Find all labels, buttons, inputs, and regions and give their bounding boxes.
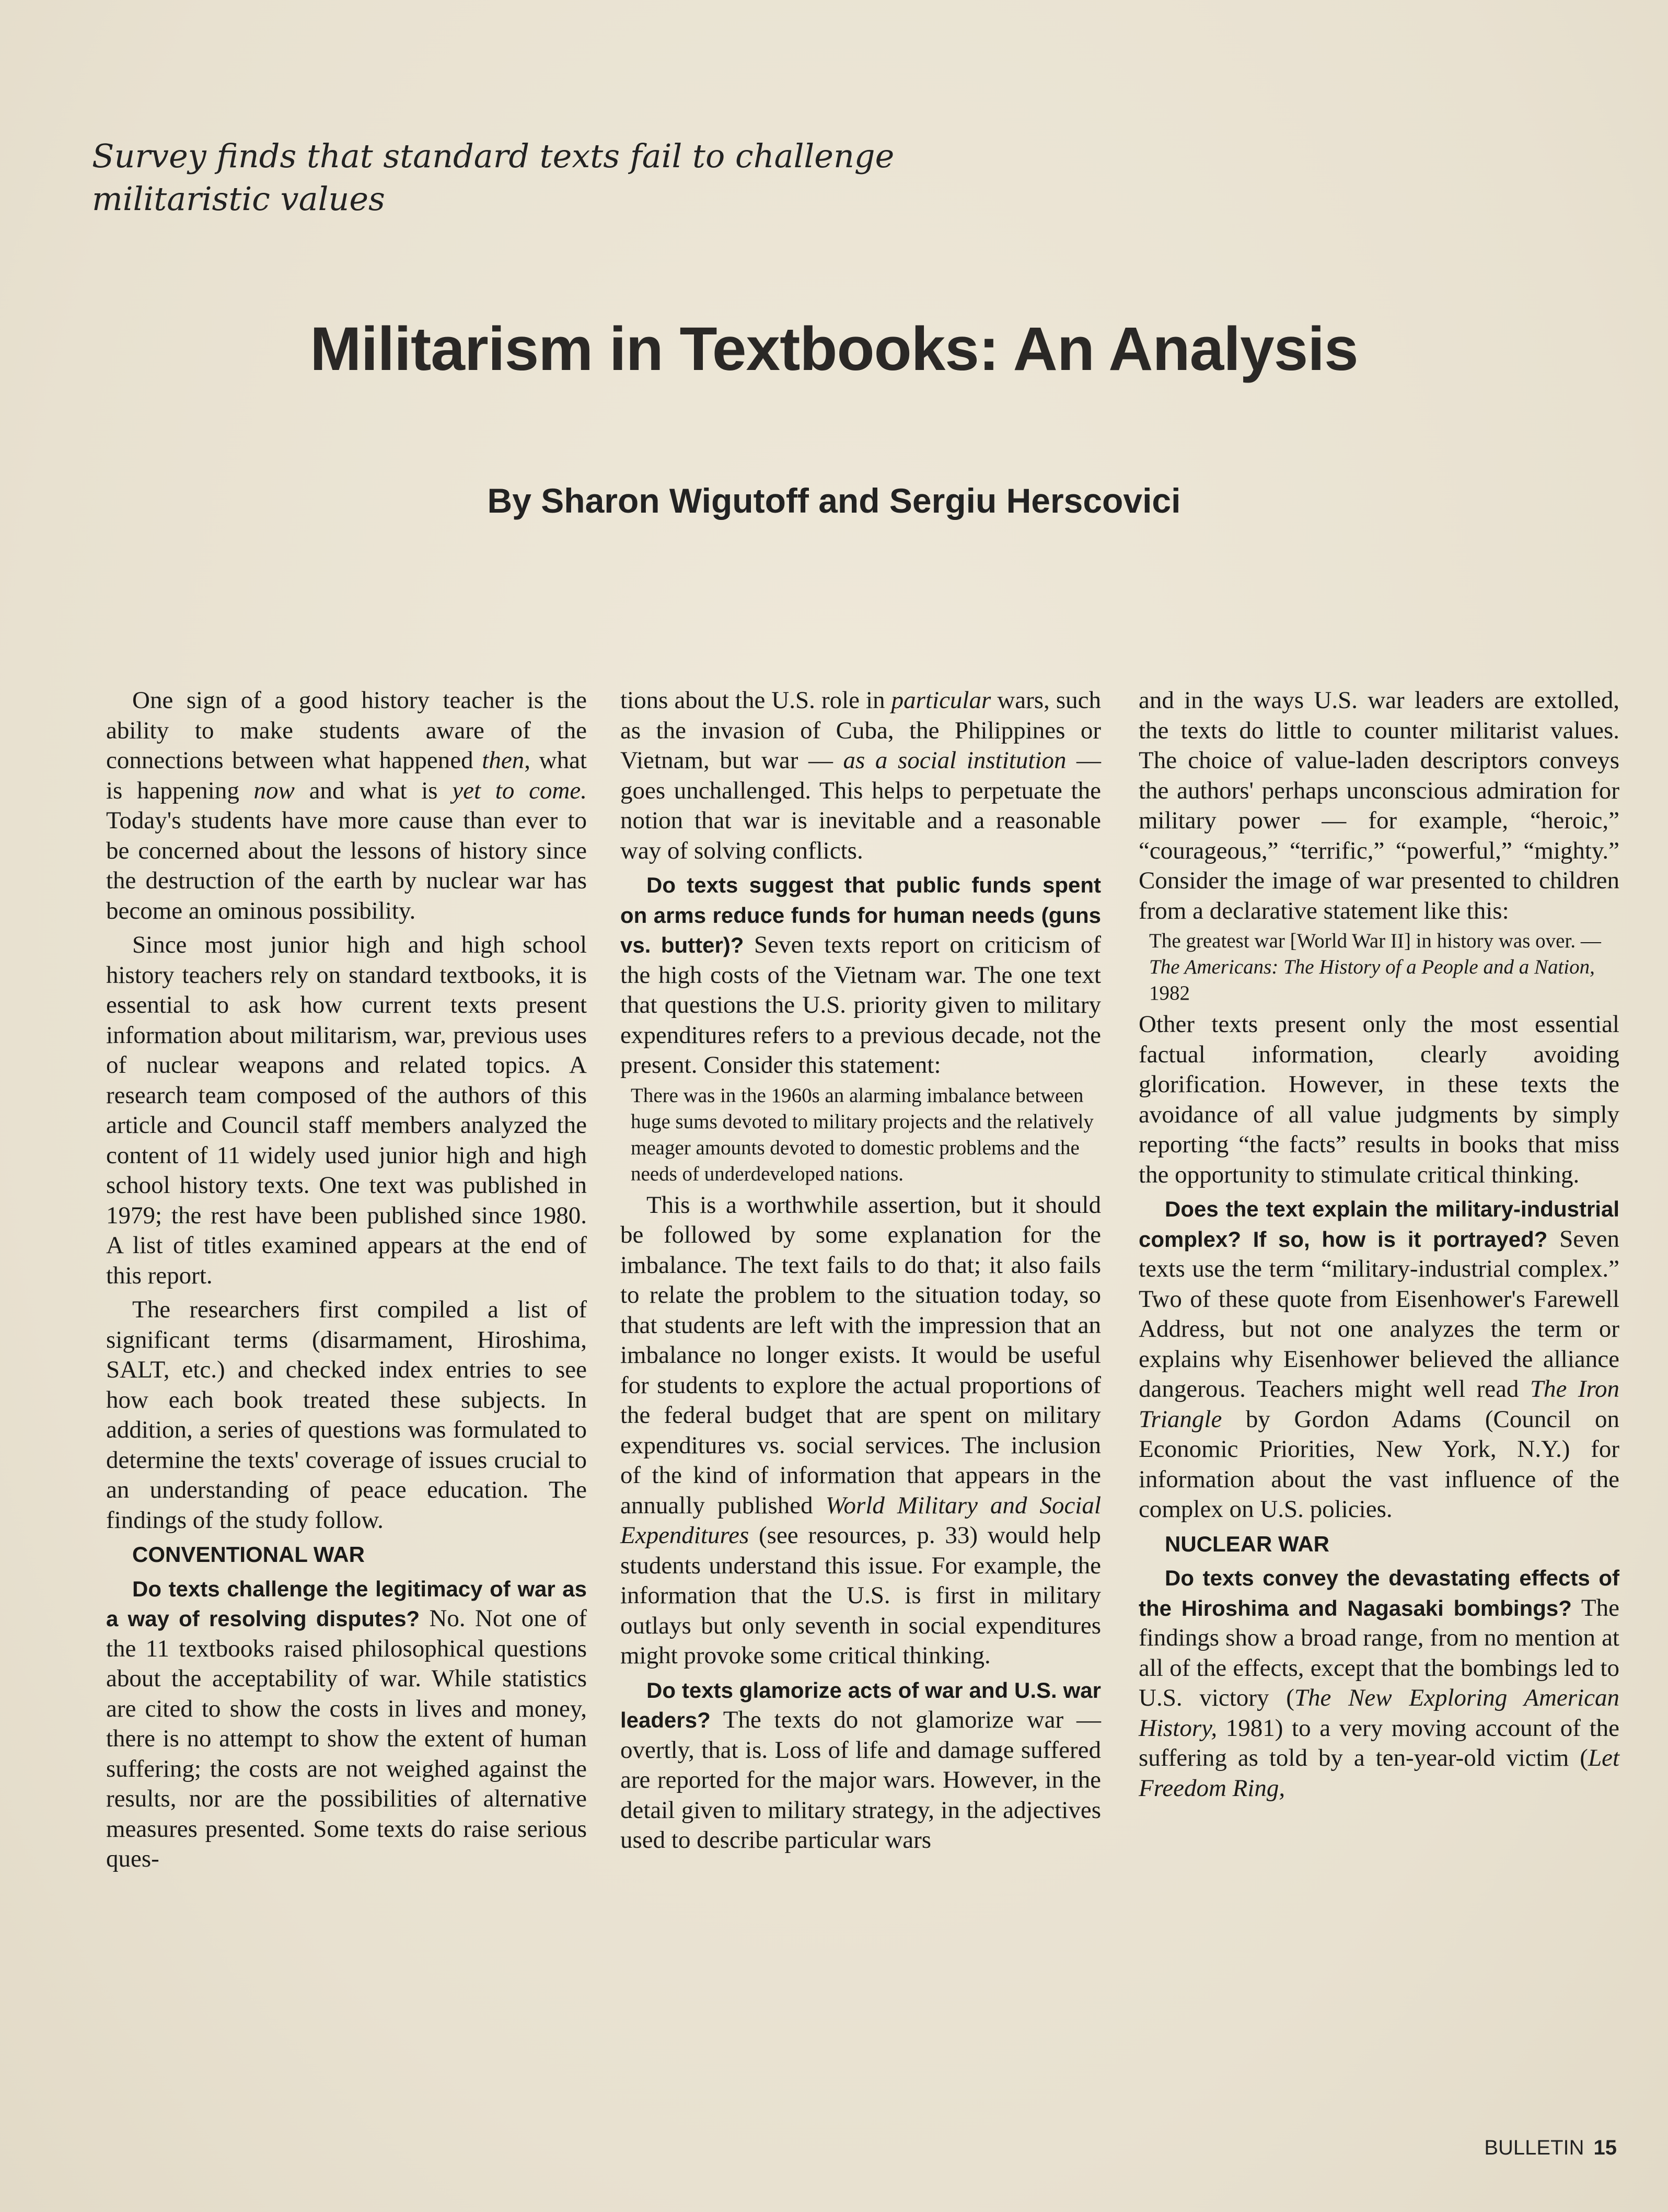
paragraph: Do texts challenge the legitimacy of war as a way of resolving disputes? No. Not one of the 11 textbooks raised philosophical questions about the acceptability of war. While statistics are cited to show the costs in lives and money, there is no attempt to show the extent of human suffering; the costs are not weighed against the results, nor are the possibilities of alternative measures presented. Some texts do raise serious ques- — [106, 1576, 587, 1872]
paragraph: Other texts present only the most essential factual information, clearly avoiding glorification. However, in these texts the avoidance of all value judgments by simply reporting “the facts” results in books that miss the opportunity to stimulate critical thinking. — [1139, 1011, 1619, 1188]
byline: By Sharon Wigutoff and Sergiu Herscovici — [487, 481, 1181, 520]
column-1 — [106, 686, 587, 1874]
paragraph: Does the text explain the military-industrial complex? If so, how is it portrayed? Seven texts use the term “military-industrial complex.” Two of these quote from Eisenhower's Farewell Address, but not one analyzes the term or explains why Eisenhower believed the alliance dangerous. Teachers might well read The Iron Triangle by Gordon Adams (Council on Economic Priorities, New York, N.Y.) for information about the vast influence of the complex on U.S. policies. — [1139, 1197, 1619, 1523]
paragraph: Do texts suggest that public funds spent on arms reduce funds for human needs (guns vs. butter)? Seven texts report on criticism of the high costs of the Vietnam war. The one text that questions the U.S. priority given to military expenditures refers to a previous decade, not the present. Consider this statement: — [620, 873, 1101, 1079]
question-heading: Do texts suggest that public funds spent on arms reduce funds for human needs (guns vs. butter)? — [620, 873, 1101, 957]
section-heading-nuclear-war: NUCLEAR WAR — [1165, 1531, 1329, 1556]
paragraph: Since most junior high and high school history teachers rely on standard textbooks, it is essential to ask how current texts present information about militarism, war, previous uses of nuclear weapons and related topics. A research team composed of the authors of this article and Council staff members analyzed the content of 11 widely used junior high and high school history texts. One text was published in 1979; the rest have been published since 1980. A list of titles examined appears at the end of this report. — [106, 931, 587, 1289]
question-heading: Do texts glamorize acts of war and U.S. war leaders? — [620, 1677, 1101, 1732]
kicker-subtitle: Survey finds that standard texts fail to challenge militaristic values — [92, 137, 895, 218]
column-3 — [1139, 686, 1619, 1803]
paragraph: This is a worthwhile assertion, but it should be followed by some explanation for the imbalance. The text fails to do that; it also fails to relate the problem to the situation today, so that students are left with the impression that an imbalance no longer exists. It would be useful for students to explore the actual proportions of the federal budget that are spent on military expenditures vs. social services. The inclusion of the kind of information that appears in the annually published World Military and Social Expenditures (see resources, p. 33) would help students understand this issue. For example, the information that the U.S. is first in military outlays but only seventh in social expenditures might provoke some critical thinking. — [620, 1191, 1101, 1669]
paragraph: tions about the U.S. role in particular wars, such as the invasion of Cuba, the Philippines or Vietnam, but war — as a social institution — goes unchallenged. This helps to perpetuate the notion that war is inevitable and a reasonable way of solving conflicts. — [620, 687, 1102, 864]
block-quote: There was in the 1960s an alarming imbalance between huge sums devoted to military projects and the relatively meager amounts devoted to domestic problems and the needs of underdeveloped nations. — [631, 1084, 1094, 1185]
paragraph: The researchers first compiled a list of significant terms (disarmament, Hiroshima, SALT, etc.) and checked index entries to see how each book treated these subjects. In addition, a series of questions was formulated to determine the texts' coverage of issues crucial to an understanding of peace education. The findings of the study follow. — [106, 1296, 587, 1534]
paragraph: Do texts glamorize acts of war and U.S. war leaders? The texts do not glamorize war — overtly, that is. Loss of life and damage suffered are reported for the major wars. However, in the detail given to military strategy, in the adjectives used to describe particular wars — [620, 1677, 1101, 1854]
column-2 — [620, 686, 1101, 1856]
block-quote: The greatest war [World War II] in history was over. — The Americans: The History of a People and a Nation, 1982 — [1149, 930, 1601, 1004]
footer-label: BULLETIN — [1484, 2136, 1584, 2159]
question-heading: Do texts convey the devastating effects of the Hiroshima and Nagasaki bombings? — [1139, 1566, 1619, 1620]
paragraph: One sign of a good history teacher is the ability to make students aware of the connections between what happened then, what is happening now and what is yet to come. Today's students have more cause than ever to be concerned about the lessons of history since the destruction of the earth by nuclear war has become an ominous possibility. — [106, 687, 587, 924]
question-heading: Does the text explain the military-industrial complex? If so, how is it portrayed? — [1139, 1197, 1619, 1252]
paragraph: and in the ways U.S. war leaders are extolled, the texts do little to counter militarist values. The choice of value-laden descriptors conveys the authors' perhaps unconscious admiration for military power — for example, “heroic,” “courageous,” “terrific,” “powerful,” “mighty.” Consider the image of war presented to children from a declarative statement like this: — [1139, 687, 1619, 924]
paragraph: Do texts convey the devastating effects of the Hiroshima and Nagasaki bombings? The findings show a broad range, from no mention at all of the effects, except that the bombings led to U.S. victory (The New Exploring American History, 1981) to a very moving account of the suffering as told by a ten-year-old victim (Let Freedom Ring, — [1139, 1566, 1619, 1802]
page-footer — [1484, 2136, 1617, 2160]
page-number: 15 — [1593, 2136, 1617, 2159]
question-heading: Do texts challenge the legitimacy of war as a way of resolving disputes? — [106, 1576, 587, 1631]
section-heading-conventional-war: CONVENTIONAL WAR — [132, 1542, 365, 1567]
article-title: Militarism in Textbooks: An Analysis — [310, 315, 1358, 384]
